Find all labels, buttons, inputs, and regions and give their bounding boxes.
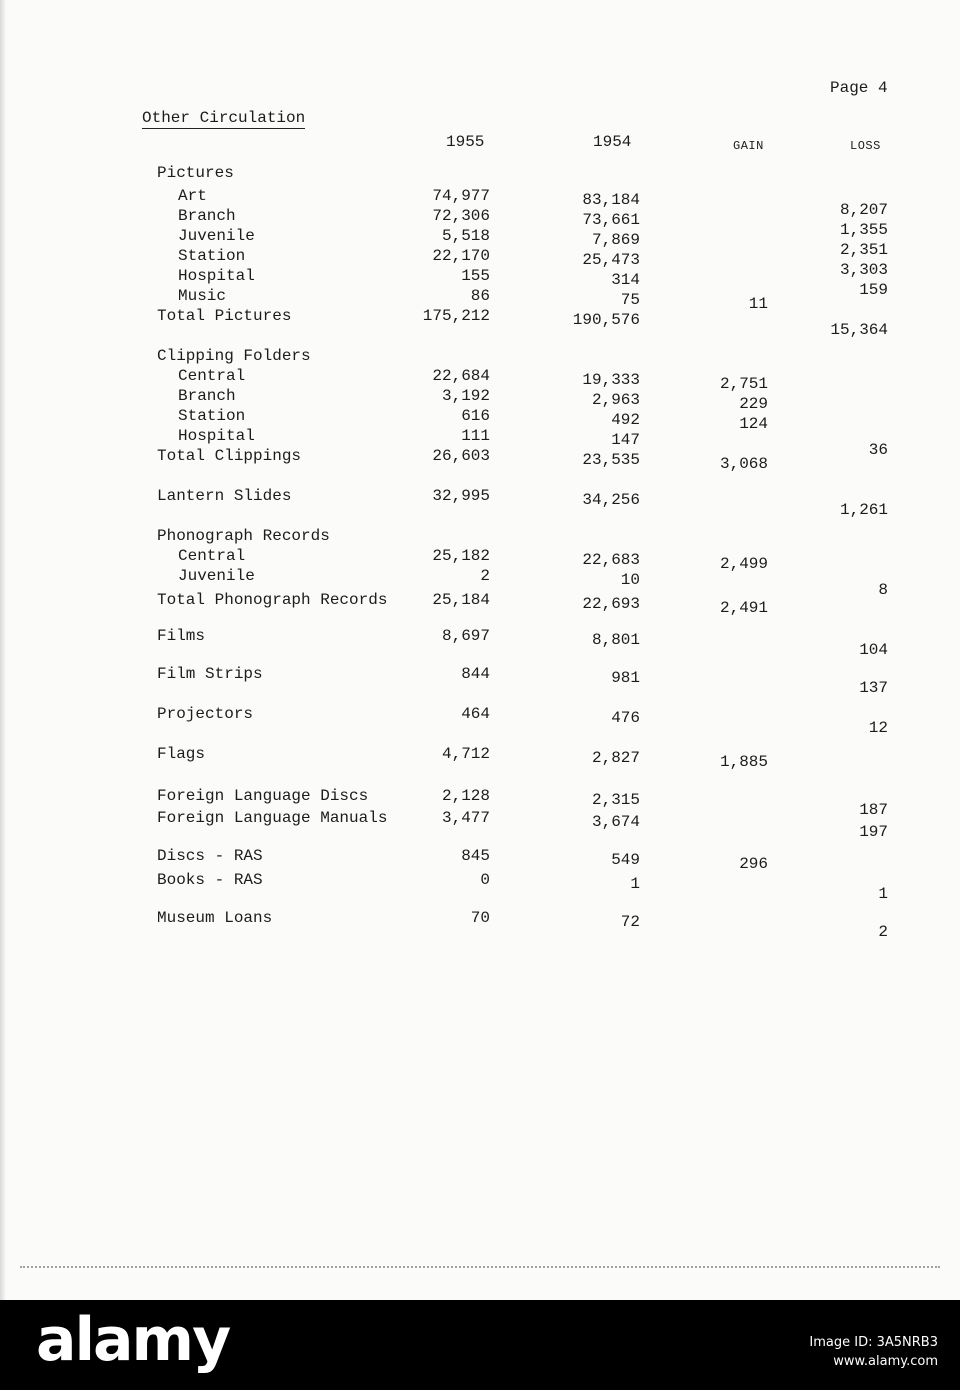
cell-gain: 229 [739,395,768,413]
cell-v1954: 7,869 [591,231,640,249]
bottom-dotted-line [20,1266,940,1278]
cell-loss: 12 [868,719,888,737]
column-header-1955: 1955 [446,133,485,151]
cell-v1954: 2,963 [591,391,640,409]
row-label: Lantern Slides [157,487,292,505]
cell-v1954: 10 [620,571,640,589]
cell-v1954: 2,315 [591,791,640,809]
cell-v1954: 19,333 [582,371,640,389]
row-label: Branch [178,207,236,225]
cell-loss: 159 [859,281,888,299]
cell-v1955: 70 [470,909,490,927]
cell-v1954: 8,801 [591,631,640,649]
cell-v1955: 22,684 [432,367,490,385]
cell-loss: 1 [878,885,888,903]
scan-edge [0,0,6,1300]
column-header-loss: LOSS [850,139,881,153]
cell-v1955: 74,977 [432,187,490,205]
row-label: Total Phonograph Records [157,591,388,609]
cell-v1955: 25,184 [432,591,490,609]
row-label: Flags [157,745,206,763]
cell-gain: 2,491 [719,599,768,617]
cell-v1954: 22,693 [582,595,640,613]
cell-v1955: 86 [470,287,490,305]
cell-v1955: 616 [461,407,490,425]
cell-gain: 3,068 [719,455,768,473]
cell-v1954: 22,683 [582,551,640,569]
row-label: Films [157,627,206,645]
cell-v1954: 2,827 [591,749,640,767]
cell-v1954: 3,674 [591,813,640,831]
cell-gain: 1,885 [719,753,768,771]
cell-v1954: 1 [630,875,640,893]
row-label: Juvenile [178,227,255,245]
cell-v1954: 314 [611,271,640,289]
page-number: Page 4 [830,79,888,97]
row-label: Total Clippings [157,447,302,465]
cell-v1954: 23,535 [582,451,640,469]
row-label: Phonograph Records [157,527,330,545]
cell-v1954: 83,184 [582,191,640,209]
cell-v1954: 34,256 [582,491,640,509]
cell-v1954: 25,473 [582,251,640,269]
row-label: Foreign Language Discs [157,787,369,805]
cell-gain: 2,751 [719,375,768,393]
watermark-site: www.alamy.com [833,1353,938,1369]
cell-loss: 187 [859,801,888,819]
cell-loss: 36 [868,441,888,459]
cell-loss: 8 [878,581,888,599]
column-header-1954: 1954 [593,133,632,151]
cell-loss: 104 [859,641,888,659]
cell-loss: 8,207 [839,201,888,219]
row-label: Film Strips [157,665,263,683]
row-label: Books - RAS [157,871,263,889]
row-label: Foreign Language Manuals [157,809,388,827]
cell-v1954: 190,576 [572,311,640,329]
row-label: Central [178,547,246,565]
row-label: Station [178,247,246,265]
cell-v1954: 147 [611,431,640,449]
watermark-image-id: Image ID: 3A5NRB3 [809,1335,938,1350]
cell-v1955: 72,306 [432,207,490,225]
watermark-logo: alamy [36,1305,230,1375]
cell-v1955: 844 [461,665,490,683]
cell-loss: 2 [878,923,888,941]
cell-v1955: 464 [461,705,490,723]
cell-v1954: 72 [620,913,640,931]
cell-v1955: 4,712 [441,745,490,763]
cell-gain: 296 [739,855,768,873]
cell-v1954: 476 [611,709,640,727]
cell-v1954: 492 [611,411,640,429]
cell-loss: 2,351 [839,241,888,259]
cell-v1955: 155 [461,267,490,285]
row-label: Total Pictures [157,307,292,325]
cell-v1955: 5,518 [441,227,490,245]
row-label: Hospital [178,427,255,445]
row-label: Branch [178,387,236,405]
cell-v1955: 22,170 [432,247,490,265]
cell-loss: 1,261 [839,501,888,519]
section-title: Other Circulation [142,109,306,127]
cell-loss: 137 [859,679,888,697]
cell-loss: 15,364 [830,321,888,339]
cell-v1955: 3,192 [441,387,490,405]
cell-v1955: 32,995 [432,487,490,505]
cell-v1954: 73,661 [582,211,640,229]
row-label: Music [178,287,227,305]
row-label: Projectors [157,705,254,723]
row-label: Station [178,407,246,425]
cell-gain: 124 [739,415,768,433]
cell-v1955: 2 [480,567,490,585]
cell-v1955: 0 [480,871,490,889]
row-label: Art [178,187,207,205]
cell-v1954: 549 [611,851,640,869]
column-header-gain: GAIN [733,139,764,153]
row-label: Discs - RAS [157,847,263,865]
cell-loss: 1,355 [839,221,888,239]
row-label: Hospital [178,267,255,285]
watermark-meta [809,1334,938,1372]
row-label: Pictures [157,164,234,182]
row-label: Juvenile [178,567,255,585]
row-label: Central [178,367,246,385]
cell-loss: 197 [859,823,888,841]
cell-v1955: 111 [461,427,490,445]
cell-v1955: 26,603 [432,447,490,465]
cell-v1954: 75 [620,291,640,309]
cell-v1955: 175,212 [422,307,490,325]
cell-gain: 11 [748,295,768,313]
row-label: Clipping Folders [157,347,311,365]
cell-v1954: 981 [611,669,640,687]
cell-v1955: 25,182 [432,547,490,565]
cell-loss: 3,303 [839,261,888,279]
row-label: Museum Loans [157,909,273,927]
cell-v1955: 2,128 [441,787,490,805]
cell-v1955: 845 [461,847,490,865]
cell-gain: 2,499 [719,555,768,573]
cell-v1955: 3,477 [441,809,490,827]
cell-v1955: 8,697 [441,627,490,645]
